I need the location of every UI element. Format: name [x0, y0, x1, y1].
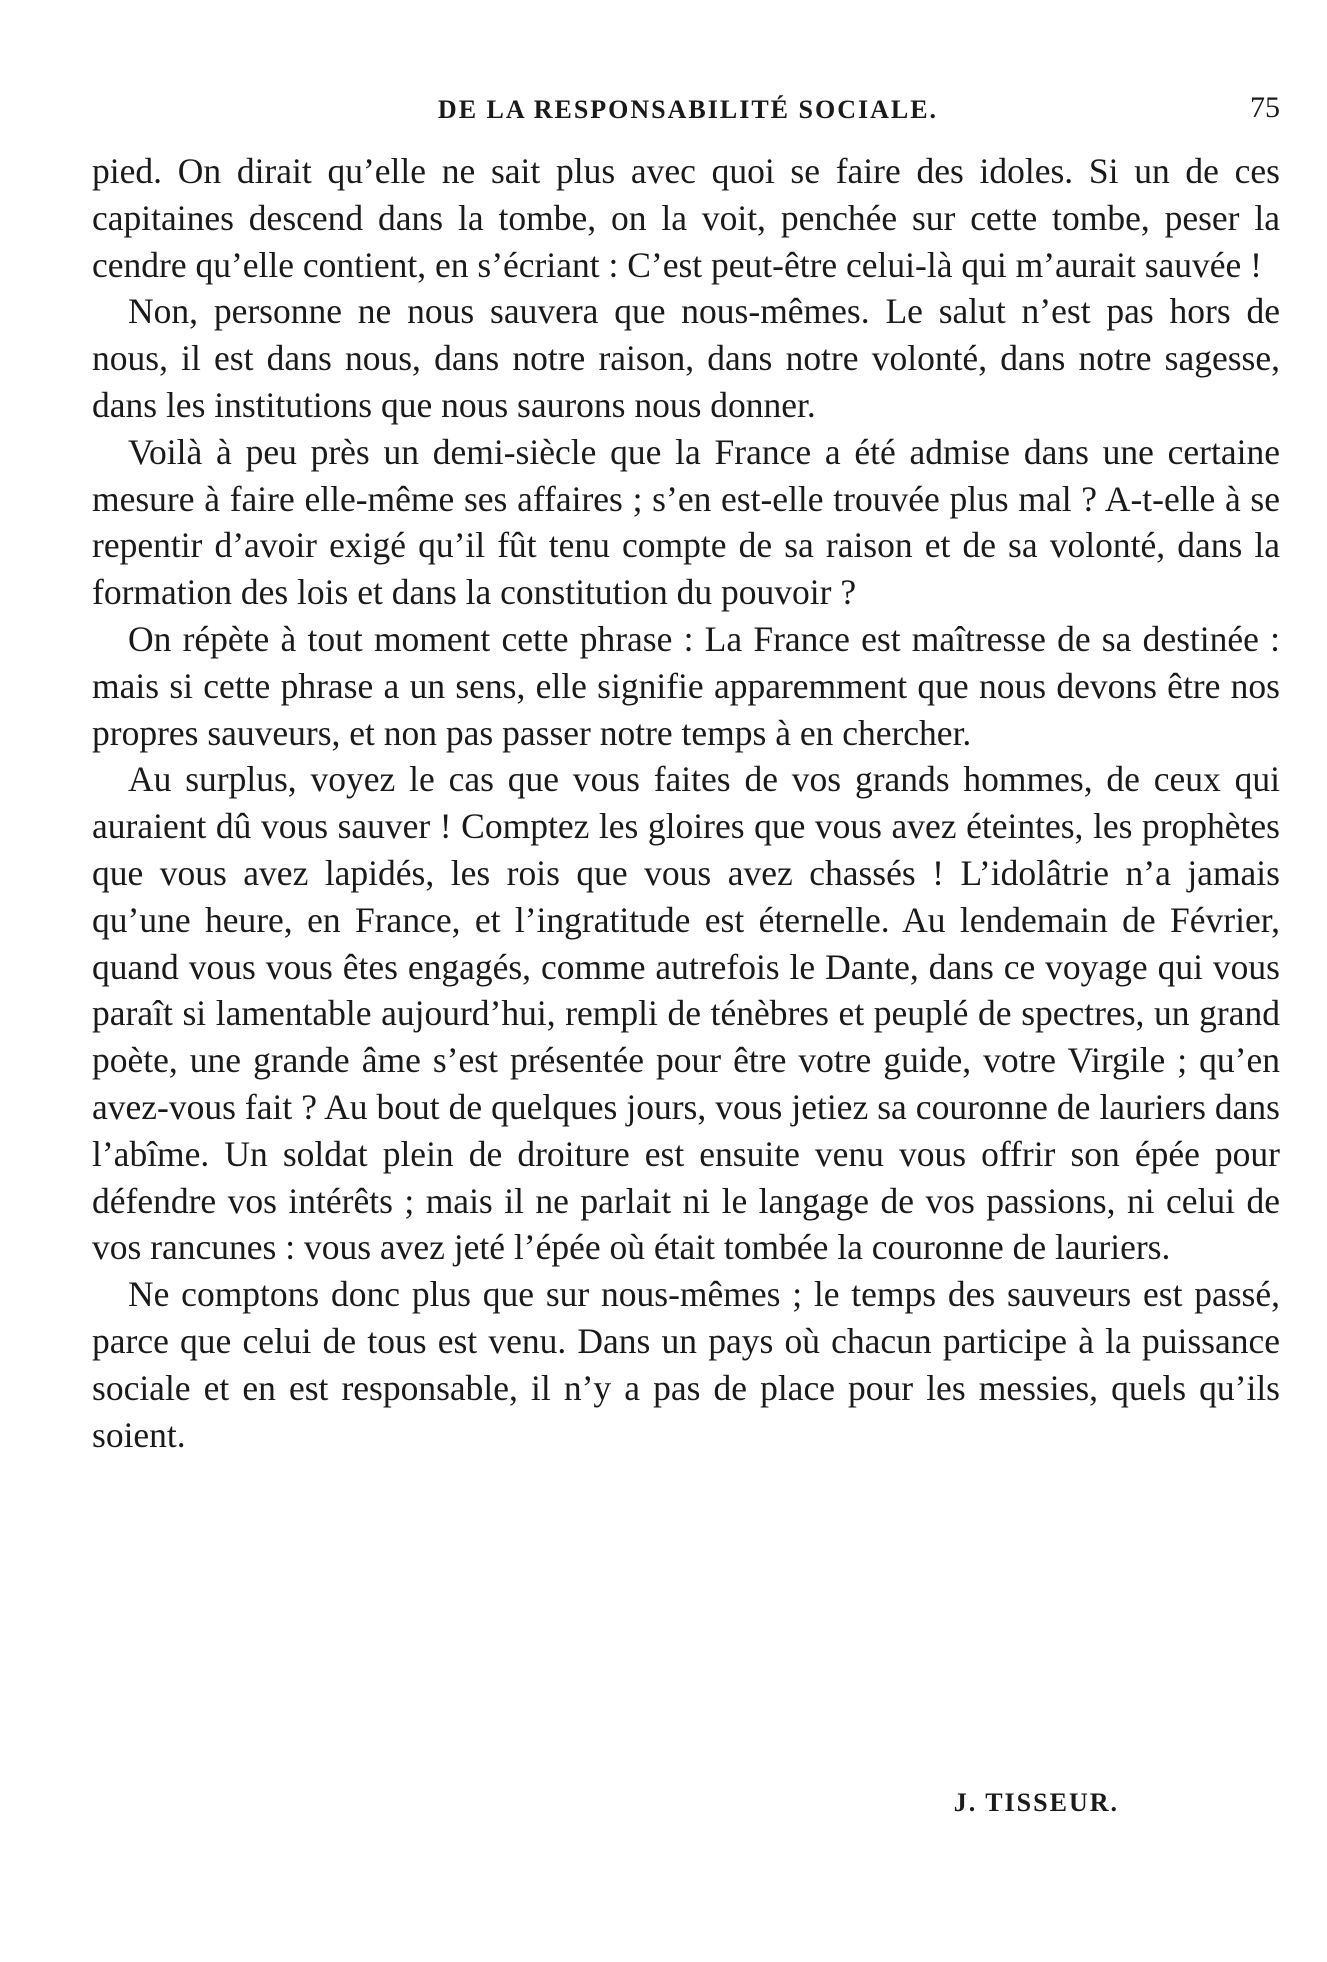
running-header: [96, 91, 1280, 135]
paragraph-5: Au surplus, voyez le cas que vous faites de vos grands hommes, de ceux qui auraient dû vous sauver ! Comptez les gloires que vous avez éteintes, les prophètes que vous avez lapidés, les rois que vous avez chassés ! L’idolâtrie n’a jamais qu’une heure, en France, et l’ingratitude est éternelle. Au lendemain de Février, quand vous vous êtes engagés, comme autrefois le Dante, dans ce voyage qui vous paraît si lamentable aujourd’hui, rempli de ténèbres et peuplé de spectres, un grand poète, une grande âme s’est présentée pour être votre guide, votre Virgile ; qu’en avez-vous fait ? Au bout de quelques jours, vous jetiez sa couronne de lauriers dans l’abîme. Un soldat plein de droiture est ensuite venu vous offrir son épée pour défendre vos intérêts ; mais il ne parlait ni le langage de vos passions, ni celui de vos rancunes : vous avez jeté l’épée où était tombée la couronne de lauriers.: [92, 759, 1280, 1268]
paragraph-1: pied. On dirait qu’elle ne sait plus avec quoi se faire des idoles. Si un de ces capitaines descend dans la tombe, on la voit, penchée sur cette tombe, peser la cendre qu’elle contient, en s’écriant : C’est peut-être celui-là qui m’aurait sauvée !: [92, 151, 1280, 285]
running-title: DE LA RESPONSABILITÉ SOCIALE.: [437, 95, 939, 124]
paragraph-2: Non, personne ne nous sauvera que nous-mêmes. Le salut n’est pas hors de nous, il est dans nous, dans notre raison, dans notre volonté, dans notre sagesse, dans les institutions que nous saurons nous donner.: [92, 291, 1280, 425]
paragraph-3: Voilà à peu près un demi-siècle que la France a été admise dans une certaine mesure à faire elle-même ses affaires ; s’en est-elle trouvée plus mal ? A-t-elle à se repentir d’avoir exigé qu’il fût tenu compte de sa raison et de sa volonté, dans la formation des lois et dans la constitution du pouvoir ?: [92, 431, 1280, 613]
article-body: [92, 148, 1280, 1458]
paragraph-6: Ne comptons donc plus que sur nous-mêmes ; le temps des sauveurs est passé, parce que celui de tous est venu. Dans un pays où chacun participe à la puissance sociale et en est responsable, il n’y a pas de place pour les messies, quels qu’ils soient.: [92, 1274, 1280, 1455]
page-number: 75: [1250, 91, 1280, 124]
author-signature: J. TISSEUR.: [953, 1788, 1119, 1817]
paragraph-4: On répète à tout moment cette phrase : La France est maîtresse de sa destinée : mais si cette phrase a un sens, elle signifie apparemment que nous devons être nos propres sauveurs, et non pas passer notre temps à en chercher.: [92, 618, 1280, 753]
